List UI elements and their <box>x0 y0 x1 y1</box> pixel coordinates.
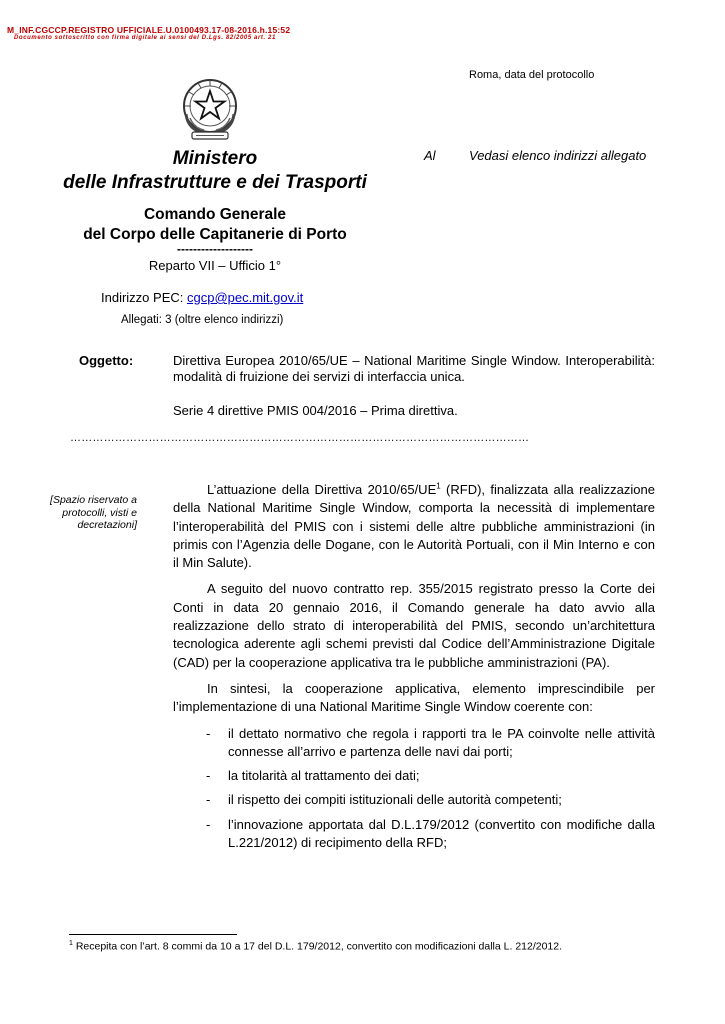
footnote-separator <box>69 934 237 935</box>
list-item-text: il rispetto dei compiti istituzionali delle autorità competenti; <box>228 792 562 808</box>
p1-start: L’attuazione della Direttiva 2010/65/UE <box>207 482 437 497</box>
p1-end: (RFD), finalizzata alla realizzazione della National Maritime Single Window, comporta la necessità di implementare l’interoperabilità del PMIS con i sistemi delle altre pubbliche amministrazioni (in primis con l’Agenzia delle Dogane, con le Autorità Portuali, con il Min Interno e con il Min Salute). <box>173 482 655 571</box>
footnote-text: Recepita con l’art. 8 commi da 10 a 17 del D.L. 179/2012, convertito con modificazioni dalla L. 212/2012. <box>72 940 563 953</box>
dotted-rule: …………………………………………………………………………………………………………… <box>70 432 530 444</box>
comando-line-1: Comando Generale <box>143 206 287 223</box>
ministry-line-1: Ministero <box>172 148 258 169</box>
body-paragraph-2: A seguito del nuovo contratto rep. 355/2015 registrato presso la Corte dei Conti in data 20 gennaio 2016, il Comando generale ha dato avvio alla realizzazione dello strato di interoperabilità del PMIS, secondo un’architettura tecnologica aderente agli schemi previsti dal Codice dell’Amministrazione Digitale (CAD) per la cooperazione applicativa tra le pubbliche amministrazioni (PA). <box>173 581 655 670</box>
body-paragraph-3: In sintesi, la cooperazione applicativa, elemento imprescindibile per l’implementazione di una National Maritime Single Window coerente con: <box>173 680 655 715</box>
letter-body <box>173 481 655 858</box>
comando-name <box>40 205 390 245</box>
bullet-marker: - <box>206 768 211 784</box>
ministry-line-2: delle Infrastrutture e dei Trasporti <box>63 172 367 193</box>
list-item <box>173 816 655 853</box>
list-item <box>173 725 655 762</box>
republic-emblem-icon <box>178 74 242 144</box>
header-separator: ------------------- <box>177 242 253 256</box>
footnote <box>69 940 562 953</box>
ministry-name <box>40 147 390 195</box>
list-item <box>173 767 655 785</box>
list-item-text: il dettato normativo che regola i rapporti tra le PA coinvolte nelle attività connesse all’arrivo e partenza delle navi dai porti; <box>228 725 655 759</box>
pec-email-link[interactable]: cgcp@pec.mit.gov.it <box>186 290 304 305</box>
footnote-ref: 1 <box>436 481 441 491</box>
bullet-list <box>173 725 655 853</box>
bullet-marker: - <box>206 816 211 832</box>
recipient-text: Vedasi elenco indirizzi allegato <box>469 148 647 163</box>
subject-label: Oggetto: <box>79 353 134 368</box>
footnote-number: 1 <box>69 940 73 947</box>
comando-line-2: del Corpo delle Capitanerie di Porto <box>83 226 347 243</box>
bullet-marker: - <box>206 792 211 808</box>
list-item <box>173 791 655 809</box>
pec-line <box>101 290 303 305</box>
list-item-text: la titolarità al trattamento dei dati; <box>228 768 420 784</box>
recipient-prefix: Al <box>424 148 436 163</box>
digital-signature-note: Documento sottoscritto con firma digitale ai sensi del D.Lgs. 82/2005 art. 21 <box>14 35 276 41</box>
body-paragraph-1 <box>173 481 655 572</box>
reparto-line: Reparto VII – Ufficio 1° <box>148 258 282 273</box>
list-item-text: l’innovazione apportata dal D.L.179/2012 (convertito con modifiche dalla L.221/2012) di recipimento della RFD; <box>228 816 655 851</box>
subject-text: Direttiva Europea 2010/65/UE – National Maritime Single Window. Interoperabilità: modalità di fruizione dei servizi di interfaccia unica. <box>173 353 655 384</box>
date-line: Roma, data del protocollo <box>469 69 595 81</box>
protocol-stamp: M_INF.CGCCP.REGISTRO UFFICIALE.U.0100493.17-08-2016.h.15:52 <box>7 25 291 35</box>
subject-series: Serie 4 direttive PMIS 004/2016 – Prima direttiva. <box>173 403 458 418</box>
margin-note: [Spazio riservato a protocolli, visti e decretazioni] <box>50 494 137 531</box>
allegati-line: Allegati: 3 (oltre elenco indirizzi) <box>121 314 284 326</box>
pec-label: Indirizzo PEC: <box>101 290 187 305</box>
bullet-marker: - <box>206 725 211 741</box>
